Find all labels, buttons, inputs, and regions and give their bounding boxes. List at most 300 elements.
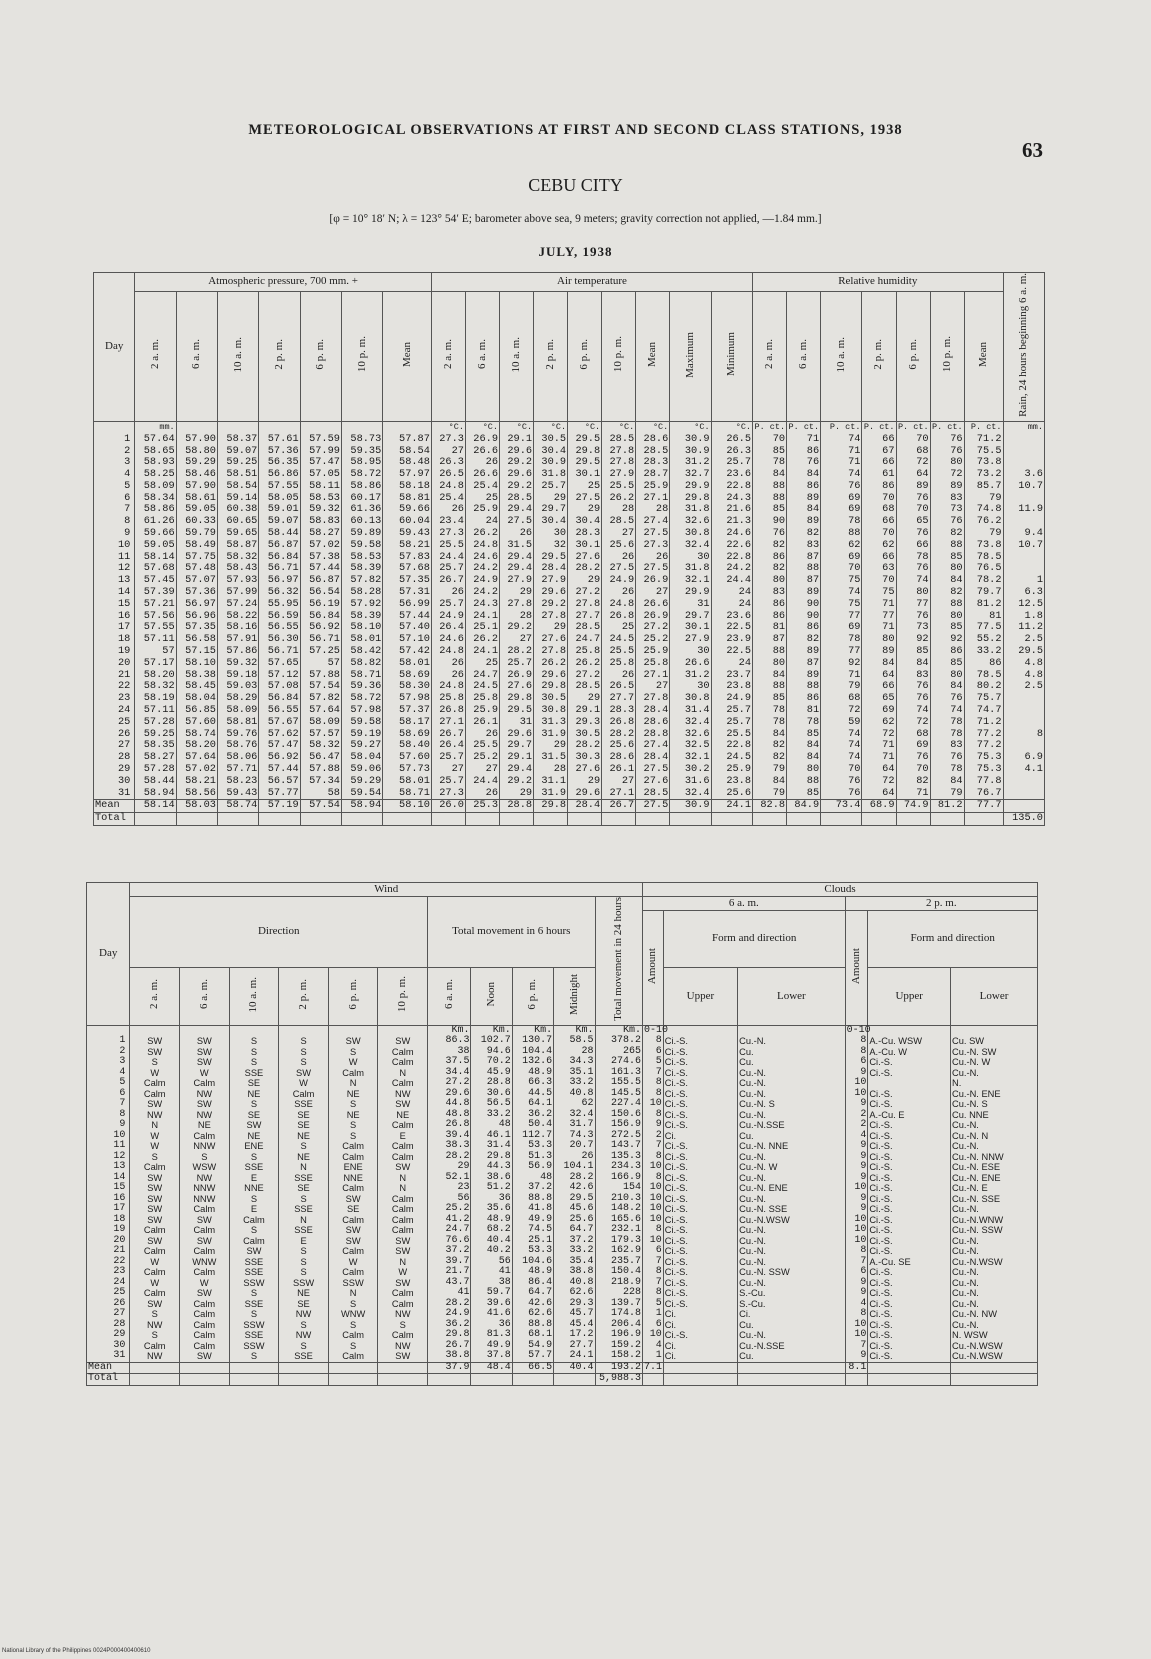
value-cell: 150.4	[595, 1267, 643, 1278]
value-cell: N	[378, 1183, 428, 1194]
col-header	[787, 291, 821, 421]
value-cell: 24.9	[428, 1309, 471, 1320]
value-cell: 27.6	[568, 764, 602, 776]
value-cell: 29	[534, 493, 568, 505]
value-cell: 26.6	[465, 446, 499, 458]
value-cell: Ci.-S.	[663, 1225, 737, 1236]
value-cell: 28.5	[568, 681, 602, 693]
wind-group-header: Wind	[130, 883, 643, 897]
value-cell: 28.5	[636, 788, 670, 800]
value-cell: N	[378, 1173, 428, 1184]
value-cell: Ci.-S.	[868, 1267, 951, 1278]
value-cell: 78	[821, 516, 862, 528]
col-header	[471, 967, 512, 1025]
value-cell: SSW	[229, 1341, 279, 1352]
value-cell: Ci.-S.	[868, 1183, 951, 1194]
value-cell: 25.8	[431, 693, 465, 705]
value-cell: 27	[602, 528, 636, 540]
value-cell: W	[180, 1068, 230, 1079]
value-cell: 6.9	[1003, 752, 1045, 764]
value-cell: 79	[821, 681, 862, 693]
value-cell: 34.3	[554, 1057, 595, 1068]
mean-cell: 58.10	[383, 800, 432, 813]
value-cell: 31.9	[534, 788, 568, 800]
value-cell: S	[229, 1194, 279, 1205]
value-cell: 59.25	[217, 457, 258, 469]
value-cell: 81	[753, 622, 787, 634]
value-cell: 57.02	[176, 764, 217, 776]
total-label: Total	[94, 813, 135, 826]
value-cell: 60.65	[217, 516, 258, 528]
value-cell: S	[328, 1099, 378, 1110]
value-cell: 72	[930, 469, 964, 481]
value-cell: 34.4	[428, 1068, 471, 1079]
value-cell: NW	[130, 1320, 180, 1331]
value-cell: W	[130, 1141, 180, 1152]
value-cell: 56.84	[259, 552, 300, 564]
mean-cell	[229, 1362, 279, 1374]
day-cell: 30	[87, 1341, 130, 1352]
value-cell: Ci.-S.	[663, 1047, 737, 1058]
humidity-group-header: Relative humidity	[753, 273, 1003, 292]
value-cell: 59.66	[135, 528, 176, 540]
value-cell: 22.5	[711, 622, 752, 634]
table-row	[87, 1351, 1038, 1362]
value-cell: 2	[845, 1120, 868, 1131]
value-cell: SW	[378, 1236, 428, 1247]
value-cell: S	[378, 1320, 428, 1331]
value-cell: S	[229, 1057, 279, 1068]
value-cell: 56.19	[300, 599, 341, 611]
value-cell: SSE	[229, 1299, 279, 1310]
value-cell: 58.32	[135, 681, 176, 693]
value-cell: 206.4	[595, 1320, 643, 1331]
value-cell: 57.7	[512, 1351, 553, 1362]
value-cell: NW	[180, 1089, 230, 1100]
value-cell: 58.54	[383, 446, 432, 458]
value-cell: Cu.-N.	[738, 1225, 845, 1236]
station-coordinates: [φ = 10° 18′ N; λ = 123° 54′ E; barometer above sea, 9 meters; gravity correction not applied, —1.84 mm.]	[329, 213, 822, 225]
value-cell: 24.5	[711, 752, 752, 764]
value-cell: 27.7	[554, 1341, 595, 1352]
value-cell: 89	[862, 646, 896, 658]
value-cell: 76	[896, 681, 930, 693]
value-cell: 139.7	[595, 1299, 643, 1310]
table-row	[87, 1299, 1038, 1310]
col-header	[279, 967, 329, 1025]
value-cell: 70.2	[471, 1057, 512, 1068]
value-cell: 74.3	[554, 1131, 595, 1142]
value-cell: 8	[845, 1246, 868, 1257]
value-cell: 71	[896, 788, 930, 800]
value-cell: NE	[229, 1089, 279, 1100]
value-cell: 40.4	[471, 1236, 512, 1247]
value-cell: 58.53	[341, 552, 382, 564]
value-cell: 28.5	[568, 622, 602, 634]
value-cell: S	[229, 1225, 279, 1236]
value-cell: 60.38	[217, 504, 258, 516]
table-row	[94, 776, 1045, 788]
value-cell: 28.3	[568, 528, 602, 540]
value-cell: 74	[821, 740, 862, 752]
value-cell: 74	[821, 729, 862, 741]
value-cell: 57.35	[383, 575, 432, 587]
value-cell: 29.6	[534, 587, 568, 599]
value-cell: 81.2	[964, 599, 1003, 611]
total-movement-header	[595, 897, 643, 1026]
col-header-label: 6 p. m.	[578, 339, 591, 370]
value-cell: Calm	[180, 1330, 230, 1341]
value-cell: E	[229, 1173, 279, 1184]
value-cell: 76.7	[964, 788, 1003, 800]
value-cell: 68	[821, 693, 862, 705]
value-cell: 88	[787, 776, 821, 788]
value-cell: 79	[964, 528, 1003, 540]
value-cell: 80	[753, 575, 787, 587]
value-cell: 22.8	[711, 552, 752, 564]
value-cell: NE	[180, 1120, 230, 1131]
value-cell: 24.7	[465, 670, 499, 682]
value-cell: 10	[845, 1215, 868, 1226]
table-row	[87, 1173, 1038, 1184]
value-cell: Calm	[229, 1215, 279, 1226]
value-cell: 27.2	[568, 670, 602, 682]
value-cell: Cu.-N.	[738, 1152, 845, 1163]
value-cell: 27.8	[636, 693, 670, 705]
mean-cell: 57.19	[259, 800, 300, 813]
value-cell: 33.2	[964, 646, 1003, 658]
value-cell: SE	[279, 1183, 329, 1194]
value-cell: 57.31	[383, 587, 432, 599]
value-cell: 10	[643, 1194, 664, 1205]
value-cell: 25	[465, 493, 499, 505]
table-row	[94, 658, 1045, 670]
value-cell: 58.04	[176, 693, 217, 705]
value-cell: 69	[821, 622, 862, 634]
value-cell: 272.5	[595, 1131, 643, 1142]
unit-cell: 0-10	[846, 1024, 871, 1036]
unit-cell: P. ct.	[964, 421, 1003, 433]
value-cell: 74	[896, 575, 930, 587]
value-cell: 29.3	[554, 1299, 595, 1310]
value-cell: 92	[821, 658, 862, 670]
value-cell: 58.53	[300, 493, 341, 505]
value-cell: 57.88	[300, 670, 341, 682]
day-cell: 14	[87, 1173, 130, 1184]
day-cell: 25	[94, 717, 135, 729]
value-cell: 30	[670, 646, 711, 658]
day-cell: 19	[87, 1225, 130, 1236]
value-cell: 59.58	[341, 540, 382, 552]
value-cell: Ci.-S.	[663, 1162, 737, 1173]
value-cell: 41	[428, 1288, 471, 1299]
value-cell: 56.57	[259, 776, 300, 788]
value-cell: SSE	[229, 1330, 279, 1341]
day-cell: 10	[87, 1131, 130, 1142]
value-cell: Calm	[130, 1162, 180, 1173]
value-cell: 56.5	[471, 1099, 512, 1110]
value-cell: 57.44	[259, 764, 300, 776]
value-cell: Ci.-S.	[663, 1152, 737, 1163]
value-cell: SW	[378, 1036, 428, 1047]
unit-cell: mm.	[1003, 421, 1045, 433]
day-cell: 14	[94, 587, 135, 599]
value-cell: 80	[787, 764, 821, 776]
unit-row	[87, 1025, 1038, 1036]
value-cell: S	[328, 1047, 378, 1058]
value-cell: 36	[471, 1320, 512, 1331]
value-cell	[1003, 705, 1045, 717]
table-row	[87, 1246, 1038, 1257]
value-cell: 38.3	[428, 1141, 471, 1152]
value-cell: 23.7	[711, 670, 752, 682]
col-header-label: 10 p. m.	[355, 336, 368, 373]
value-cell: 51.2	[471, 1183, 512, 1194]
total-cell	[636, 813, 670, 826]
value-cell: Ci.-S.	[868, 1162, 951, 1173]
col-header	[180, 967, 230, 1025]
value-cell: 57.45	[135, 575, 176, 587]
value-cell: 27.7	[602, 693, 636, 705]
value-cell: 32.1	[670, 575, 711, 587]
value-cell: 80	[896, 587, 930, 599]
value-cell: 29.8	[534, 681, 568, 693]
value-cell: 80	[753, 658, 787, 670]
value-cell: 24.5	[465, 681, 499, 693]
value-cell: 8	[643, 1173, 664, 1184]
value-cell: Cu.-N.SSE	[738, 1120, 845, 1131]
table-row	[87, 1047, 1038, 1058]
value-cell: 90	[787, 599, 821, 611]
value-cell: 76	[930, 434, 964, 446]
value-cell: 24.3	[465, 599, 499, 611]
value-cell: 56.55	[259, 705, 300, 717]
total-cell	[663, 1374, 737, 1386]
value-cell: Calm	[378, 1078, 428, 1089]
value-cell: 57.82	[341, 575, 382, 587]
col-header-label: 10 p. m.	[940, 336, 953, 373]
value-cell: 44.5	[512, 1089, 553, 1100]
value-cell: 25.9	[636, 481, 670, 493]
day-cell: 24	[87, 1278, 130, 1289]
value-cell: 58.09	[300, 717, 341, 729]
value-cell: 28.6	[636, 434, 670, 446]
value-cell	[1003, 788, 1045, 800]
value-cell: 35.4	[554, 1257, 595, 1268]
value-cell: 81	[964, 611, 1003, 623]
value-cell: 30	[670, 681, 711, 693]
value-cell: 27.5	[636, 563, 670, 575]
value-cell: 28.2	[568, 563, 602, 575]
value-cell: 66	[862, 516, 896, 528]
value-cell: 83	[896, 670, 930, 682]
table-row	[87, 1141, 1038, 1152]
value-cell: 83	[930, 740, 964, 752]
value-cell: 76.5	[964, 563, 1003, 575]
value-cell: 27.8	[602, 457, 636, 469]
value-cell: S	[130, 1152, 180, 1163]
value-cell: 30.4	[534, 446, 568, 458]
value-cell: 4	[643, 1341, 664, 1352]
value-cell: 27.6	[534, 634, 568, 646]
value-cell: SW	[180, 1057, 230, 1068]
value-cell: 59.29	[176, 457, 217, 469]
value-cell: 26	[500, 528, 534, 540]
value-cell: NW	[279, 1330, 329, 1341]
day-cell: 15	[94, 599, 135, 611]
value-cell: 7	[845, 1341, 868, 1352]
value-cell: 58.30	[383, 681, 432, 693]
value-cell: Calm	[328, 1215, 378, 1226]
day-cell: 29	[87, 1330, 130, 1341]
unit-cell	[279, 1025, 329, 1036]
unit-cell: Km.	[512, 1025, 553, 1036]
value-cell: 59.25	[135, 729, 176, 741]
value-cell: 82	[930, 587, 964, 599]
value-cell: 25.7	[431, 599, 465, 611]
value-cell: 10	[643, 1099, 664, 1110]
value-cell: 23	[428, 1183, 471, 1194]
value-cell: 82	[787, 528, 821, 540]
value-cell: 71	[821, 446, 862, 458]
value-cell: Calm	[328, 1267, 378, 1278]
value-cell: 26.6	[670, 658, 711, 670]
value-cell: 22.6	[711, 540, 752, 552]
mean-cell: 24.1	[711, 800, 752, 813]
value-cell: SW	[130, 1299, 180, 1310]
value-cell: 29.3	[568, 717, 602, 729]
value-cell: Cu.-N.	[951, 1299, 1038, 1310]
table-row	[87, 1330, 1038, 1341]
value-cell: 58.23	[217, 776, 258, 788]
value-cell: 27.8	[534, 611, 568, 623]
total-cell: 135.0	[1003, 813, 1045, 826]
value-cell: Ci.-S.	[663, 1204, 737, 1215]
value-cell: 26	[636, 552, 670, 564]
value-cell: SE	[279, 1110, 329, 1121]
value-cell: WNW	[328, 1309, 378, 1320]
unit-cell	[217, 421, 258, 433]
value-cell: 76	[821, 788, 862, 800]
value-cell: NNE	[328, 1173, 378, 1184]
value-cell: 29	[500, 587, 534, 599]
value-cell: 11.2	[1003, 622, 1045, 634]
value-cell: 85	[753, 504, 787, 516]
value-cell: 24.2	[465, 563, 499, 575]
value-cell: SW	[130, 1036, 180, 1047]
value-cell: 57.60	[383, 752, 432, 764]
value-cell	[1003, 693, 1045, 705]
unit-cell: °C.	[534, 421, 568, 433]
value-cell: 58.54	[217, 481, 258, 493]
value-cell: Cu.-N.	[951, 1236, 1038, 1247]
mean-cell: 25.3	[465, 800, 499, 813]
value-cell: 265	[595, 1047, 643, 1058]
value-cell: 27.1	[636, 670, 670, 682]
value-cell: Calm	[229, 1236, 279, 1247]
day-cell: 8	[94, 516, 135, 528]
value-cell: Calm	[378, 1225, 428, 1236]
table-row	[87, 1309, 1038, 1320]
value-cell: 30	[534, 528, 568, 540]
value-cell: 59.36	[341, 681, 382, 693]
table-row	[94, 481, 1045, 493]
value-cell: 29.7	[670, 611, 711, 623]
value-cell: 53.3	[512, 1246, 553, 1257]
value-cell: 56.97	[176, 599, 217, 611]
value-cell: 76.2	[964, 516, 1003, 528]
value-cell: 23.8	[711, 776, 752, 788]
value-cell: 30	[670, 552, 711, 564]
value-cell: 60.13	[341, 516, 382, 528]
value-cell: 75.5	[964, 446, 1003, 458]
total-cell	[930, 813, 964, 826]
day-cell: 26	[87, 1299, 130, 1310]
value-cell: 31.3	[534, 717, 568, 729]
value-cell: 10	[845, 1089, 868, 1100]
value-cell: 29.6	[500, 446, 534, 458]
value-cell: 29.1	[568, 705, 602, 717]
value-cell: S	[279, 1246, 329, 1257]
day-cell: 17	[87, 1204, 130, 1215]
mean-cell: 40.4	[554, 1362, 595, 1374]
value-cell: 57.47	[300, 457, 341, 469]
value-cell: 61.36	[341, 504, 382, 516]
value-cell: 25.9	[711, 764, 752, 776]
value-cell: 24	[711, 658, 752, 670]
value-cell: 159.2	[595, 1341, 643, 1352]
value-cell: 56.32	[259, 587, 300, 599]
value-cell: Calm	[378, 1330, 428, 1341]
value-cell: 86	[930, 646, 964, 658]
value-cell: 28.7	[636, 469, 670, 481]
unit-cell: °C.	[711, 421, 752, 433]
value-cell: 58.40	[383, 740, 432, 752]
value-cell: Ci.-S.	[663, 1089, 737, 1100]
value-cell: 9	[845, 1141, 868, 1152]
value-cell: 35.1	[554, 1068, 595, 1079]
value-cell: Cu.-N. ENE	[738, 1183, 845, 1194]
col-header-label: 2 a. m.	[148, 339, 161, 370]
value-cell: 31.5	[534, 752, 568, 764]
day-cell: 24	[94, 705, 135, 717]
value-cell: 20.7	[554, 1141, 595, 1152]
value-cell: 58.81	[217, 717, 258, 729]
value-cell: Ci.-S.	[868, 1204, 951, 1215]
value-cell: 31.2	[670, 670, 711, 682]
value-cell: 58.95	[341, 457, 382, 469]
value-cell: 26.3	[711, 446, 752, 458]
value-cell: 59.89	[341, 528, 382, 540]
value-cell: Cu.-N.	[951, 1246, 1038, 1257]
value-cell: 72	[896, 717, 930, 729]
day-cell: 18	[87, 1215, 130, 1226]
value-cell: Calm	[180, 1246, 230, 1257]
col-header-label: 2 a. m.	[441, 339, 454, 370]
value-cell: 85.7	[964, 481, 1003, 493]
mean-cell: 26.7	[602, 800, 636, 813]
value-cell: 210.3	[595, 1194, 643, 1205]
value-cell: E	[378, 1131, 428, 1142]
value-cell: SSW	[328, 1278, 378, 1289]
value-cell: 80	[930, 563, 964, 575]
value-cell: 57.38	[300, 552, 341, 564]
value-cell: 24.6	[465, 552, 499, 564]
value-cell: 86	[787, 622, 821, 634]
value-cell: 30.2	[670, 764, 711, 776]
value-cell: NE	[229, 1131, 279, 1142]
value-cell: 57.68	[135, 563, 176, 575]
